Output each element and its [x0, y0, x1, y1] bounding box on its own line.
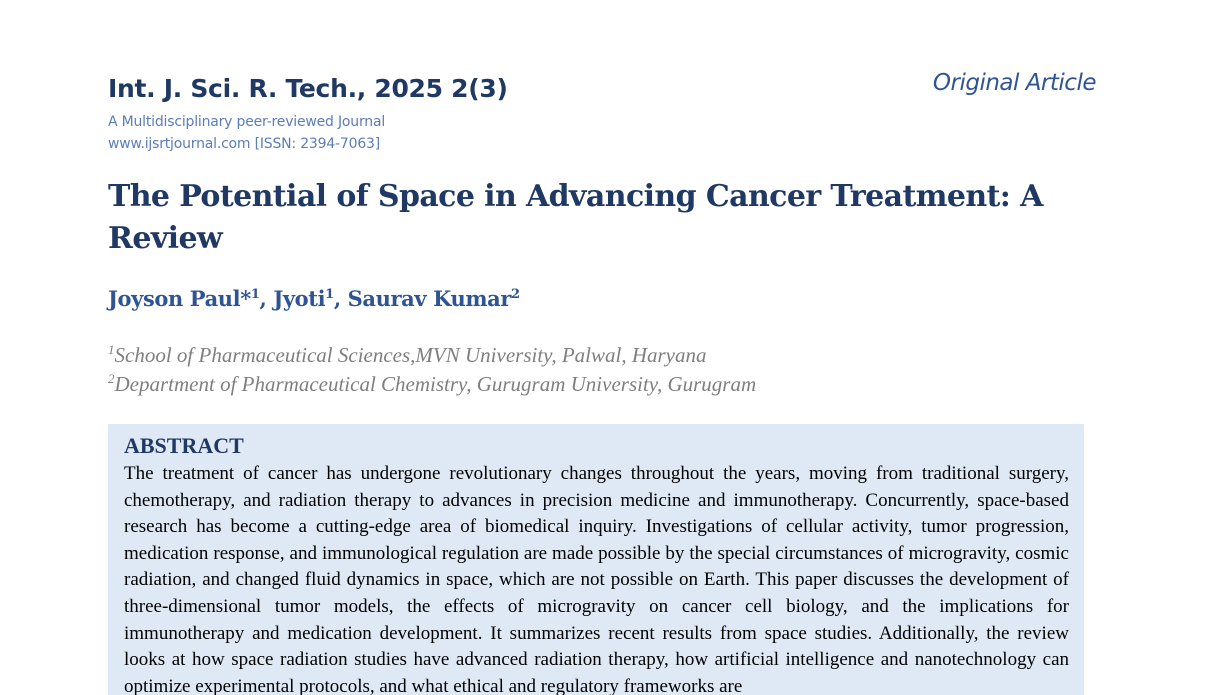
author-separator: , — [259, 286, 274, 311]
paper-title: The Potential of Space in Advancing Cancer Treatment: A Review — [108, 179, 1043, 256]
author-name: Jyoti — [273, 286, 326, 311]
abstract-text: The treatment of cancer has undergone revolutionary changes throughout the years, moving from traditional surgery, chemotherapy, and radiation therapy to advances in precision medicine and immunotherapy. Concurrently, space-based research has become a cutting-edge area of biomedical inquiry. Investigations of cellular activity, tumor progression, medication response, and immunological regulation are made possible by the special circumstances of microgravity, cosmic radiation, and changed fluid dynamics in space, which are not possible on Earth. This paper discusses the development of three-dimensional tumor models, the effects of microgravity on cancer cell biology, and the implications for immunotherapy and medication development. It summarizes recent results from space studies. Additionally, the review looks at how space radiation studies have advanced radiation therapy, how artificial intelligence and nanotechnology can optimize experimental protocols, and what ethical and regulatory frameworks are — [124, 463, 1069, 695]
abstract-box — [108, 424, 1084, 695]
author-name: Saurav Kumar — [347, 286, 512, 311]
journal-tagline: A Multidisciplinary peer-reviewed Journal — [108, 114, 386, 130]
affiliation-text: School of Pharmaceutical Sciences,MVN University, Palwal, Haryana — [114, 343, 707, 367]
author-separator: , — [333, 286, 348, 311]
affiliation-mark: 1 — [108, 342, 115, 357]
journal-website: www.ijsrtjournal.com [ISSN: 2394-7063] — [108, 136, 380, 152]
affiliation-1 — [108, 343, 706, 368]
affiliation-mark: 2 — [108, 371, 115, 386]
affiliation-text: Department of Pharmaceutical Chemistry, Gurugram University, Gurugram — [114, 372, 757, 396]
author-name: Joyson Paul* — [108, 286, 251, 311]
author-affiliation-mark: 2 — [511, 287, 520, 302]
journal-title: Int. J. Sci. R. Tech., 2025 2(3) — [108, 74, 508, 103]
affiliation-2 — [108, 372, 756, 397]
article-type-label: Original Article — [932, 70, 1096, 96]
author-affiliation-mark: 1 — [250, 287, 260, 302]
author-list — [108, 286, 520, 311]
author-affiliation-mark: 1 — [325, 287, 334, 302]
abstract-heading: ABSTRACT — [124, 433, 244, 458]
